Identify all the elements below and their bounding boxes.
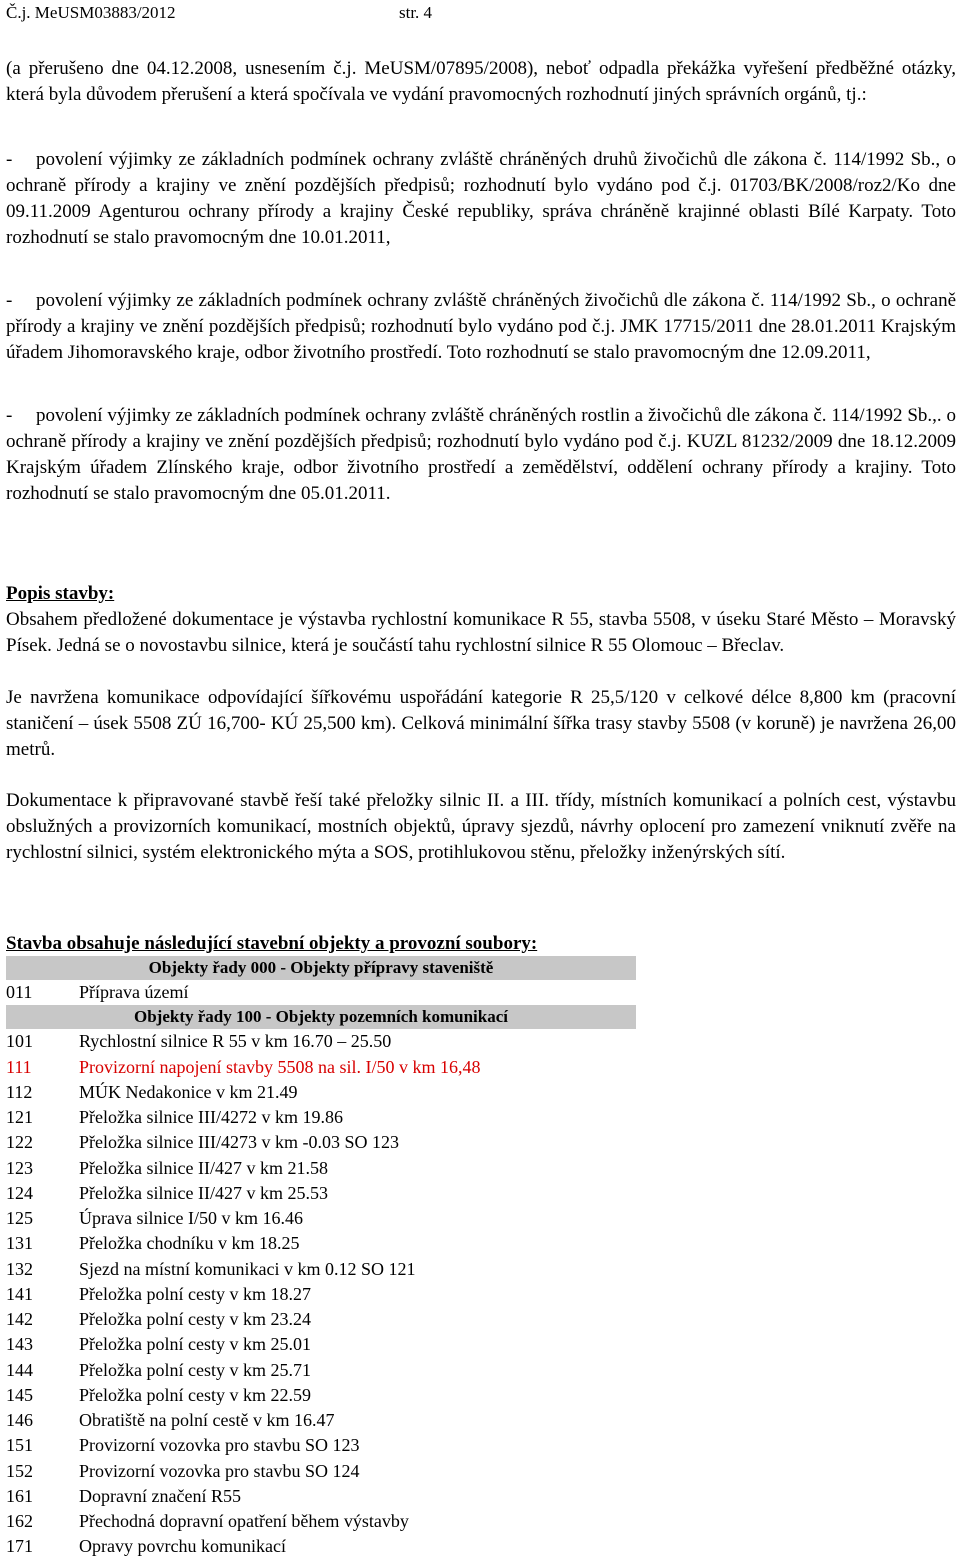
table-row xyxy=(6,1332,636,1357)
object-number: 132 xyxy=(6,1258,33,1279)
document-number: Č.j. MeUSM03883/2012 xyxy=(6,3,176,22)
table-row xyxy=(6,1509,636,1534)
description-paragraph: Je navržena komunikace odpovídající šířkovému uspořádání kategorie R 25,5/120 v celkové délce 8,800 km (pracovní staničení – úsek 5508 ZÚ 16,700- KÚ 25,500 km). Celková minimální šířka trasy stavby 5508 (v koruně) je navržena 26,00 metrů. xyxy=(6,687,956,760)
permit-item xyxy=(6,288,956,366)
table-row xyxy=(6,1055,636,1080)
permit-text: povolení výjimky ze základních podmínek ochrany zvláště chráněných druhů živočichů dle zákona č. 114/1992 Sb., o ochraně přírody a krajiny ve znění pozdějších předpisů; rozhodnutí bylo vydáno pod č.j. 01703/BK/2008/roz2/Ko dne 09.11.2009 Agenturou ochrany přírody a krajiny České republiky, správa chráněně krajinné oblasti Bílé Karpaty. Toto rozhodnutí se stalo pravomocným dne 10.01.2011, xyxy=(6,149,956,248)
object-description: Obratiště na polní cestě v km 16.47 xyxy=(79,1410,335,1430)
object-description: MÚK Nedakonice v km 21.49 xyxy=(79,1081,298,1102)
object-number: 171 xyxy=(6,1536,33,1557)
object-number: 151 xyxy=(6,1435,33,1456)
object-description: Přeložka silnice III/4272 v km 19.86 xyxy=(79,1107,343,1127)
object-number: 101 xyxy=(6,1031,33,1052)
table-row xyxy=(6,1206,636,1231)
group-rows xyxy=(6,1029,636,1559)
object-description: Rychlostní silnice R 55 v km 16.70 – 25.50 xyxy=(79,1031,392,1052)
table-row xyxy=(6,980,636,1005)
group-rows xyxy=(6,980,636,1005)
object-number: 142 xyxy=(6,1309,33,1329)
objects-table xyxy=(6,956,636,1560)
object-description: Přeložka polní cesty v km 23.24 xyxy=(79,1309,311,1329)
object-description: Přeložka polní cesty v km 25.71 xyxy=(79,1359,311,1380)
object-description: Přechodná dopravní opatření během výstavby xyxy=(79,1511,409,1531)
object-description: Přeložka polní cesty v km 18.27 xyxy=(79,1283,311,1304)
object-number: 131 xyxy=(6,1233,33,1254)
table-row xyxy=(6,1231,636,1256)
object-number: 125 xyxy=(6,1208,33,1228)
intro-paragraph: (a přerušeno dne 04.12.2008, usnesením č.j. MeUSM/07895/2008), neboť odpadla překážka vyřešení předběžné otázky, která byla důvodem přerušení a která spočívala ve vydání pravomocných rozhodnutí jiných správních orgánů, tj.: xyxy=(6,58,956,105)
table-row xyxy=(6,1156,636,1181)
object-number: 111 xyxy=(6,1056,32,1077)
group-header-row: Objekty řady 100 - Objekty pozemních komunikací xyxy=(6,1005,636,1029)
table-row xyxy=(6,1459,636,1484)
table-row xyxy=(6,1307,636,1332)
page-number: str. 4 xyxy=(399,3,433,22)
page-header xyxy=(6,2,433,24)
object-number: 162 xyxy=(6,1511,33,1531)
table-row xyxy=(6,1105,636,1130)
object-description: Přeložka silnice II/427 v km 21.58 xyxy=(79,1157,328,1178)
object-description: Provizorní vozovka pro stavbu SO 124 xyxy=(79,1460,360,1481)
object-number: 011 xyxy=(6,982,33,1002)
dash-marker: - xyxy=(6,405,13,426)
permit-text: povolení výjimky ze základních podmínek ochrany zvláště chráněných živočichů dle zákona č. 114/1992 Sb., o ochraně přírody a krajiny ve znění pozdějších předpisů; rozhodnutí bylo vydáno pod č.j. JMK 17715/2011 dne 28.01.2011 Krajským úřadem Jihomoravského kraje, odbor životního prostředí. Toto rozhodnutí se stalo pravomocným dne 12.09.2011, xyxy=(6,290,956,363)
dash-marker: - xyxy=(6,290,13,311)
table-row xyxy=(6,1408,636,1433)
object-number: 112 xyxy=(6,1081,33,1102)
table-row xyxy=(6,1181,636,1206)
object-number: 144 xyxy=(6,1359,33,1380)
object-description: Opravy povrchu komunikací xyxy=(79,1536,286,1557)
object-description: Provizorní vozovka pro stavbu SO 123 xyxy=(79,1435,360,1456)
dash-marker: - xyxy=(6,149,13,170)
object-description: Přeložka chodníku v km 18.25 xyxy=(79,1233,300,1254)
permit-item xyxy=(6,403,956,507)
description-paragraph: Obsahem předložené dokumentace je výstavba rychlostní komunikace R 55, stavba 5508, v úseku Staré Město – Moravský Písek. Jedná se o novostavbu silnice, která je součástí tahu rychlostní silnice R 55 Olomouc – Břeclav. xyxy=(6,609,956,656)
object-description: Sjezd na místní komunikaci v km 0.12 SO 121 xyxy=(79,1258,416,1279)
description-paragraph: Dokumentace k připravované stavbě řeší také přeložky silnic II. a III. třídy, místních komunikací a polních cest, výstavbu obslužných a provizorních komunikací, mostních objektů, úpravy sjezdů, návrhy oplocení pro zamezení vniknutí zvěře na rychlostní silnici, systém elektronického mýta a SOS, protihlukovou stěnu, přeložky inženýrských sítí. xyxy=(6,790,956,863)
object-description: Přeložka silnice III/4273 v km -0.03 SO 123 xyxy=(79,1132,399,1153)
group-header-row: Objekty řady 000 - Objekty přípravy staveniště xyxy=(6,956,636,980)
object-description: Příprava území xyxy=(79,982,189,1002)
table-row xyxy=(6,1433,636,1458)
object-description: Přeložka silnice II/427 v km 25.53 xyxy=(79,1182,328,1203)
object-number: 123 xyxy=(6,1157,33,1178)
table-row xyxy=(6,1029,636,1054)
object-description: Přeložka polní cesty v km 25.01 xyxy=(79,1334,311,1355)
object-number: 121 xyxy=(6,1107,33,1127)
object-description: Úprava silnice I/50 v km 16.46 xyxy=(79,1208,303,1228)
object-number: 141 xyxy=(6,1283,33,1304)
table-row xyxy=(6,1080,636,1105)
object-number: 145 xyxy=(6,1384,33,1405)
table-row xyxy=(6,1383,636,1408)
objects-heading: Stavba obsahuje následující stavební objekty a provozní soubory: xyxy=(6,933,538,954)
object-number: 161 xyxy=(6,1485,33,1506)
table-row xyxy=(6,1257,636,1282)
object-number: 143 xyxy=(6,1334,33,1355)
table-row xyxy=(6,1358,636,1383)
object-number: 124 xyxy=(6,1182,33,1203)
object-description: Přeložka polní cesty v km 22.59 xyxy=(79,1384,311,1405)
object-number: 152 xyxy=(6,1460,33,1481)
permit-text: povolení výjimky ze základních podmínek ochrany zvláště chráněných rostlin a živočichů dle zákona č. 114/1992 Sb.,. o ochraně přírody a krajiny ve znění pozdějších předpisů; rozhodnutí bylo vydáno pod č.j. KUZL 81232/2009 dne 18.12.2009 Krajským úřadem Zlínského kraje, odbor životního prostředí a zemědělství, oddělení ochrany přírody a krajiny. Toto rozhodnutí se stalo pravomocným dne 05.01.2011. xyxy=(6,405,956,504)
object-description: Provizorní napojení stavby 5508 na sil. I/50 v km 16,48 xyxy=(79,1056,481,1077)
description-heading: Popis stavby: xyxy=(6,583,115,604)
object-description: Dopravní značení R55 xyxy=(79,1485,241,1506)
object-number: 122 xyxy=(6,1132,33,1153)
table-row xyxy=(6,1484,636,1509)
table-row xyxy=(6,1282,636,1307)
table-row xyxy=(6,1130,636,1155)
permit-item xyxy=(6,147,956,251)
object-number: 146 xyxy=(6,1410,33,1430)
